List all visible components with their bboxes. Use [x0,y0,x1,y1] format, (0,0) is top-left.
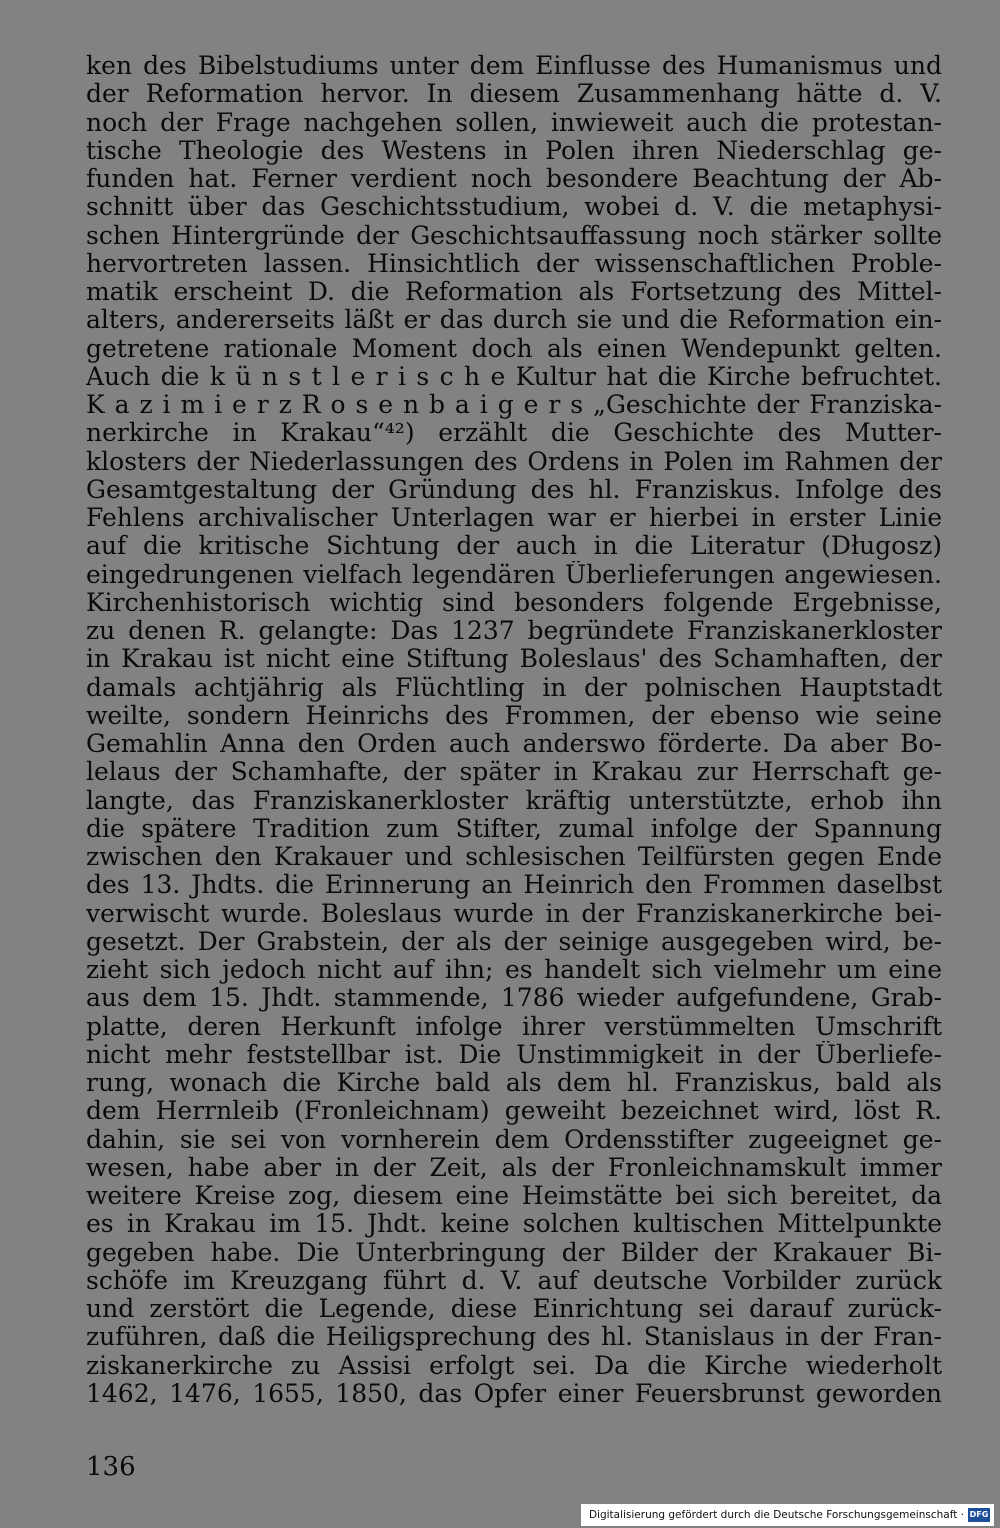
text-line: schen Hintergründe der Geschichtsauffassung noch stärker sollte [86,221,942,250]
text-line: zwischen den Krakauer und schlesischen Teilfürsten gegen Ende [86,843,942,871]
text-line: nerkirche in Krakau“⁴²) erzählt die Geschichte des Mutter- [86,419,942,448]
text-line: zieht sich jedoch nicht auf ihn; es handelt sich vielmehr um eine [86,956,942,984]
text-line: weitere Kreise zog, diesem eine Heimstätte bei sich bereitet, da [86,1182,942,1210]
text-line: in Krakau ist nicht eine Stiftung Boleslaus' des Schamhaften, der [86,645,942,674]
text-line: die spätere Tradition zum Stifter, zumal infolge der Spannung [86,814,942,843]
text-line: platte, deren Herkunft infolge ihrer verstümmelten Umschrift [86,1012,942,1041]
text-line: funden hat. Ferner verdient noch besondere Beachtung der Ab- [86,165,942,193]
text-line: Fehlens archivalischer Unterlagen war er hierbei in erster Linie [86,504,942,532]
text-line: dahin, sie sei von vornherein dem Ordensstifter zugeeignet ge- [86,1125,942,1154]
text-line: zuführen, daß die Heiligsprechung des hl. Stanislaus in der Fran- [86,1323,942,1352]
page-number: 136 [86,1452,136,1482]
text-line: klosters der Niederlassungen des Ordens in Polen im Rahmen der [86,447,942,476]
text-line: schöfe im Kreuzgang führt d. V. auf deutsche Vorbilder zurück [86,1266,942,1295]
text-line: K a z i m i e r z R o s e n b a i g e r s „Geschichte der Franziska- [86,391,942,419]
footer-credit [581,1504,994,1526]
text-line: verwischt wurde. Boleslaus wurde in der Franziskanerkirche bei- [86,899,942,928]
text-line: tische Theologie des Westens in Polen ihren Niederschlag ge- [86,136,942,165]
text-line: ziskanerkirche zu Assisi erfolgt sei. Da die Kirche wiederholt [86,1351,942,1380]
text-line: noch der Frage nachgehen sollen, inwieweit auch die protestan- [86,108,942,137]
text-line: damals achtjährig als Flüchtling in der polnischen Hauptstadt [86,673,942,702]
text-line: lelaus der Schamhafte, der später in Krakau zur Herrschaft ge- [86,758,942,787]
text-line: eingedrungenen vielfach legendären Überlieferungen angewiesen. [86,560,942,589]
text-line: aus dem 15. Jhdt. stammende, 1786 wieder aufgefundene, Grab- [86,984,942,1013]
text-line: wesen, habe aber in der Zeit, als der Fronleichnamskult immer [86,1153,942,1182]
text-line: alters, andererseits läßt er das durch sie und die Reformation ein- [86,306,942,335]
text-line: gesetzt. Der Grabstein, der als der seinige ausgegeben wird, be- [86,927,942,956]
dfg-logo-icon: DFG [968,1508,990,1522]
text-line: und zerstört die Legende, diese Einrichtung sei darauf zurück- [86,1295,942,1323]
text-line: weilte, sondern Heinrichs des Frommen, der ebenso wie seine [86,701,942,730]
text-line: dem Herrnleib (Fronleichnam) geweiht bezeichnet wird, löst R. [86,1097,942,1126]
text-line: ken des Bibelstudiums unter dem Einflusse des Humanismus und [86,52,942,80]
text-line: Kirchenhistorisch wichtig sind besonders folgende Ergebnisse, [86,588,942,617]
text-line: langte, das Franziskanerkloster kräftig unterstützte, erhob ihn [86,786,942,815]
text-line: es in Krakau im 15. Jhdt. keine solchen kultischen Mittelpunkte [86,1210,942,1239]
text-line: zu denen R. gelangte: Das 1237 begründete Franziskanerkloster [86,617,942,645]
footer-text: Digitalisierung gefördert durch die Deutsche Forschungsgemeinschaft · [588,1509,964,1521]
text-line: auf die kritische Sichtung der auch in die Literatur (Długosz) [86,532,942,561]
text-line: hervortreten lassen. Hinsichtlich der wissenschaftlichen Proble- [86,249,942,278]
text-line: nicht mehr feststellbar ist. Die Unstimmigkeit in der Überliefe- [86,1040,942,1069]
text-line: gegeben habe. Die Unterbringung der Bilder der Krakauer Bi- [86,1238,942,1267]
text-line: Gemahlin Anna den Orden auch anderswo förderte. Da aber Bo- [86,730,942,758]
text-line: des 13. Jhdts. die Erinnerung an Heinrich den Frommen daselbst [86,871,942,900]
text-line: der Reformation hervor. In diesem Zusammenhang hätte d. V. [86,80,942,109]
text-line: schnitt über das Geschichtsstudium, wobei d. V. die metaphysi- [86,193,942,222]
text-line: Auch die k ü n s t l e r i s c h e Kultur hat die Kirche befruchtet. [86,362,942,391]
text-line: getretene rationale Moment doch als einen Wendepunkt gelten. [86,334,942,363]
text-line: 1462, 1476, 1655, 1850, das Opfer einer Feuersbrunst geworden [86,1379,942,1408]
text-line: rung, wonach die Kirche bald als dem hl. Franziskus, bald als [86,1069,942,1097]
text-line: Gesamtgestaltung der Gründung des hl. Franziskus. Infolge des [86,475,942,504]
text-body [86,52,942,1408]
text-line: matik erscheint D. die Reformation als Fortsetzung des Mittel- [86,278,942,306]
